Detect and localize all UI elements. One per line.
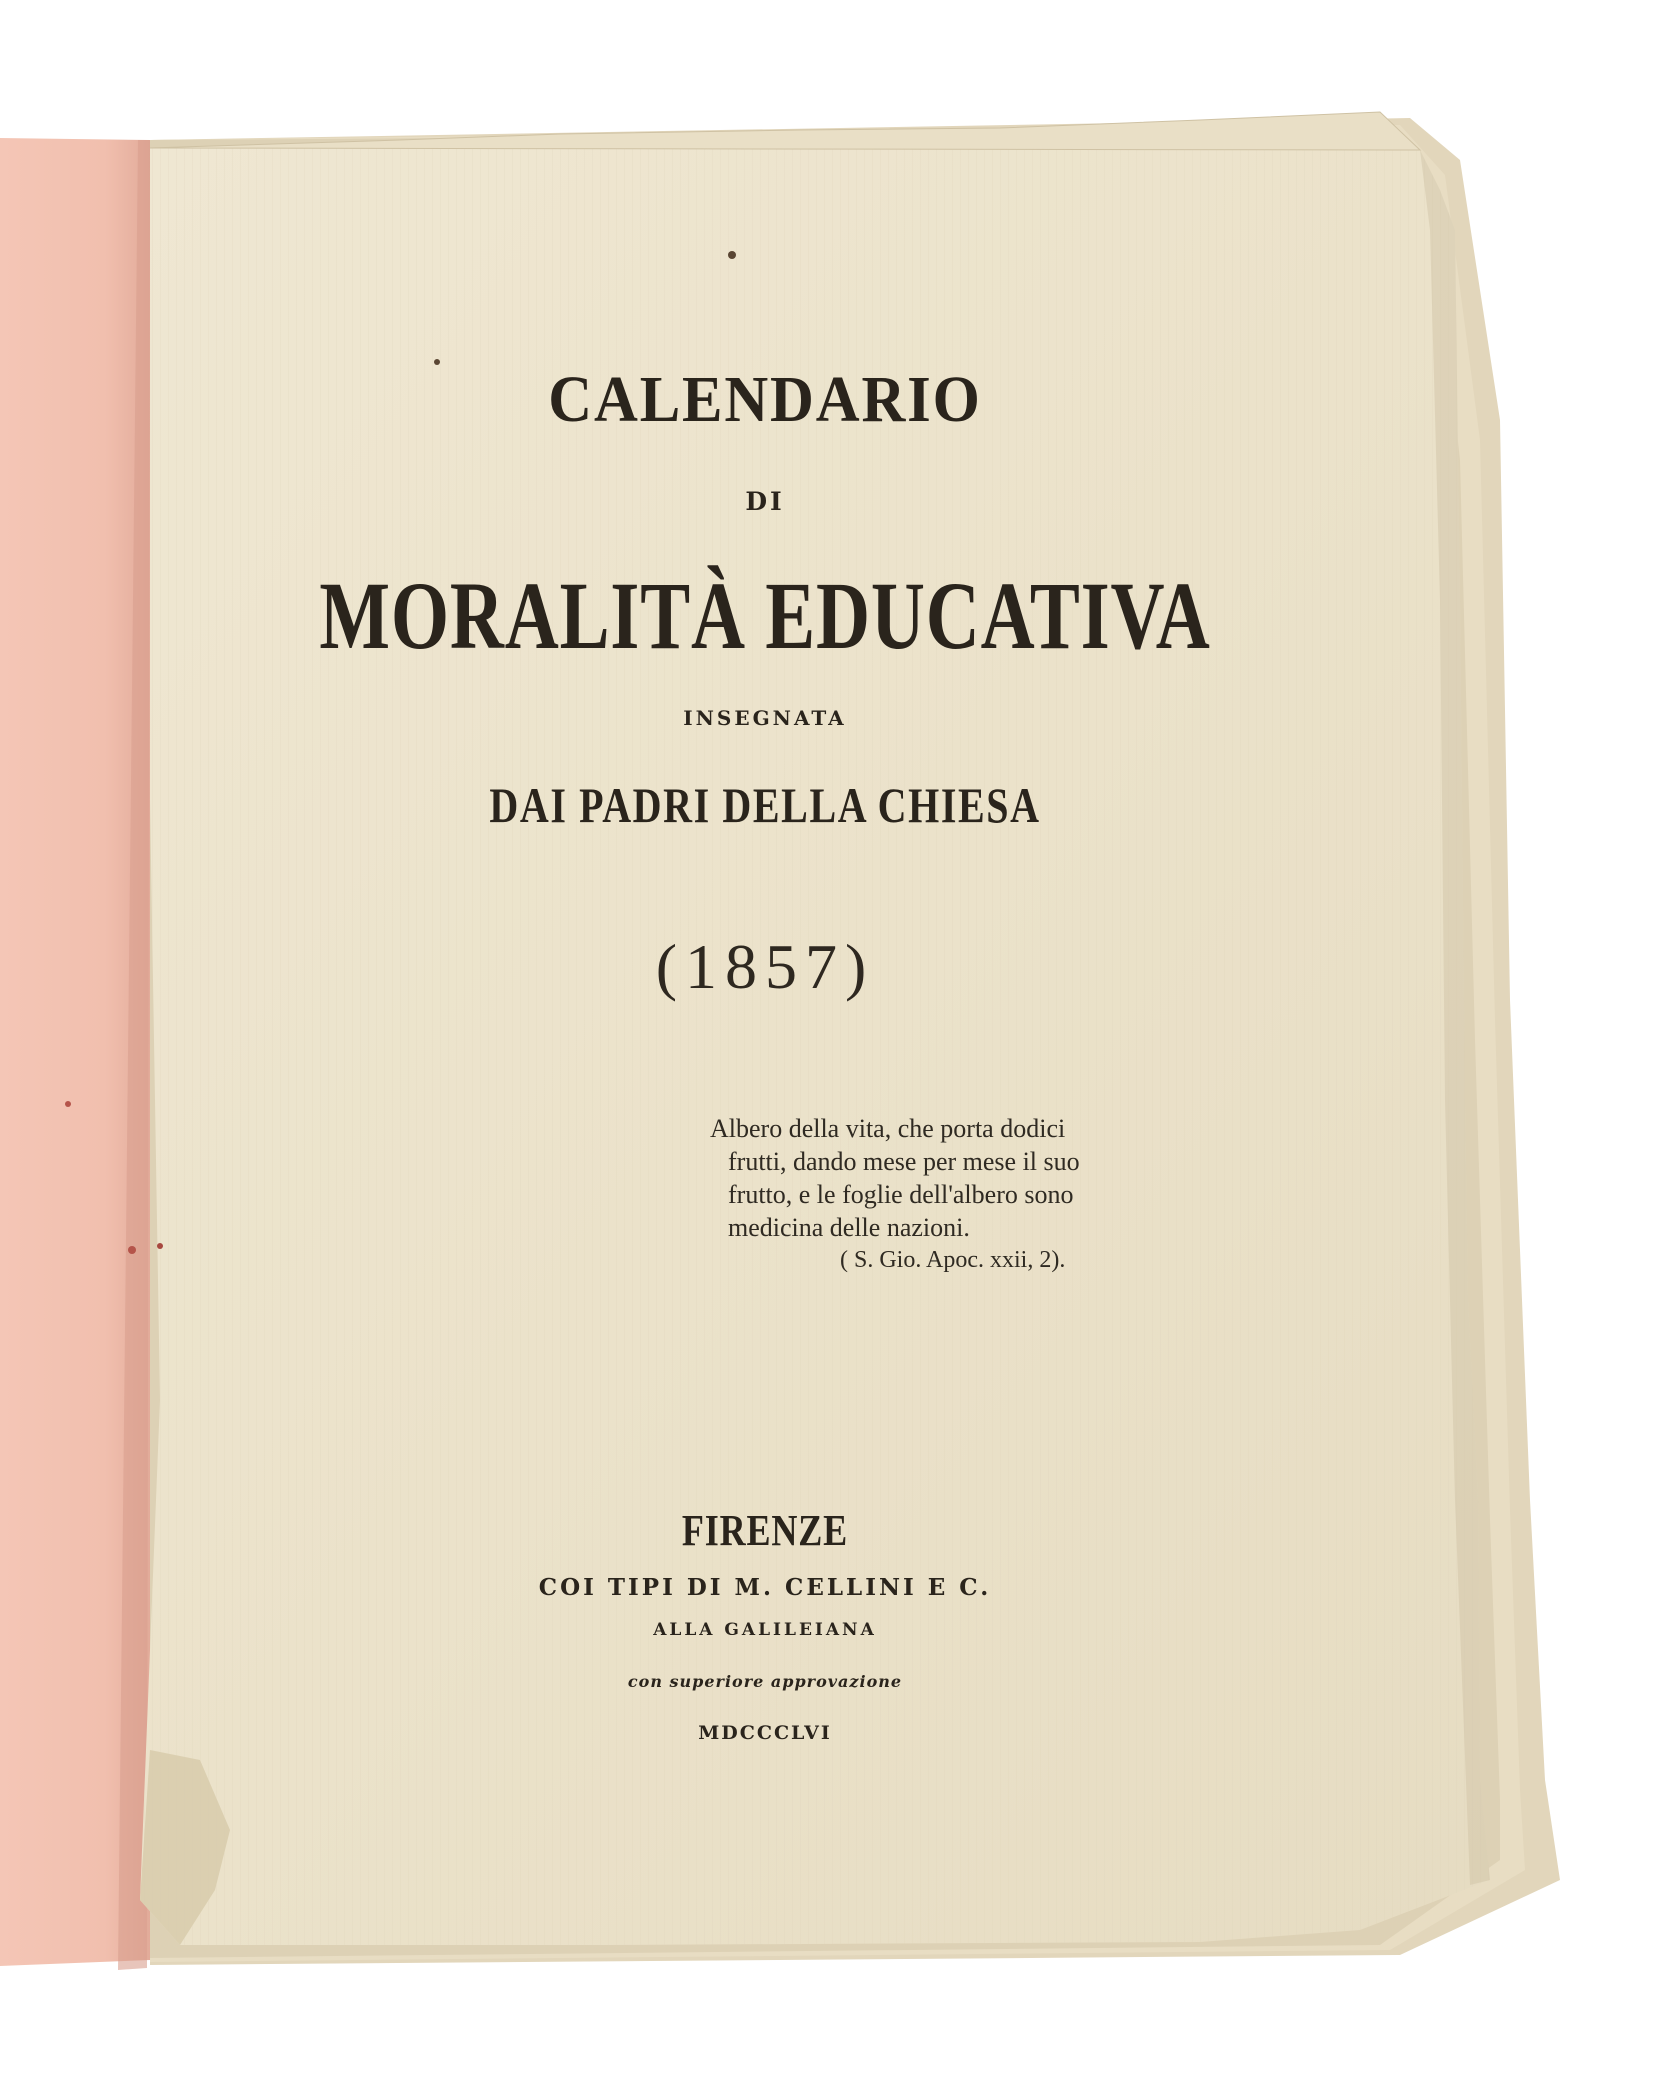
title-line-moralita-educativa: MORALITÀ EDUCATIVA [319, 562, 1211, 669]
epigraph-line: Albero della vita, che porta dodici [710, 1114, 1066, 1143]
ink-spot [728, 251, 736, 259]
title-subtitle-insegnata: INSEGNATA [683, 706, 847, 730]
stitch-hole [128, 1246, 136, 1254]
torn-top-edge [150, 112, 1420, 150]
epigraph-line: frutto, e le foglie dell'albero sono [728, 1180, 1074, 1209]
title-connector-di: DI [745, 487, 785, 516]
title-line-calendario: CALENDARIO [548, 363, 982, 436]
ink-spot [65, 1101, 71, 1107]
title-line-padri-chiesa: DAI PADRI DELLA CHIESA [489, 777, 1041, 833]
stitch-hole [157, 1243, 163, 1249]
imprint-printer: COI TIPI DI M. CELLINI E C. [538, 1574, 992, 1601]
imprint-date: MDCCCLVI [698, 1722, 832, 1744]
publication-year: (1857) [655, 931, 875, 1002]
epigraph-citation: ( S. Gio. Apoc. xxii, 2). [840, 1247, 1066, 1273]
imprint-city: FIRENZE [681, 1506, 849, 1555]
imprint-place: ALLA GALILEIANA [653, 1620, 877, 1640]
epigraph-line: frutti, dando mese per mese il suo [728, 1147, 1080, 1176]
epigraph-line: medicina delle nazioni. [728, 1213, 970, 1242]
epigraph [710, 1112, 1180, 1277]
imprint-approval: con superiore approvazione [627, 1672, 903, 1691]
